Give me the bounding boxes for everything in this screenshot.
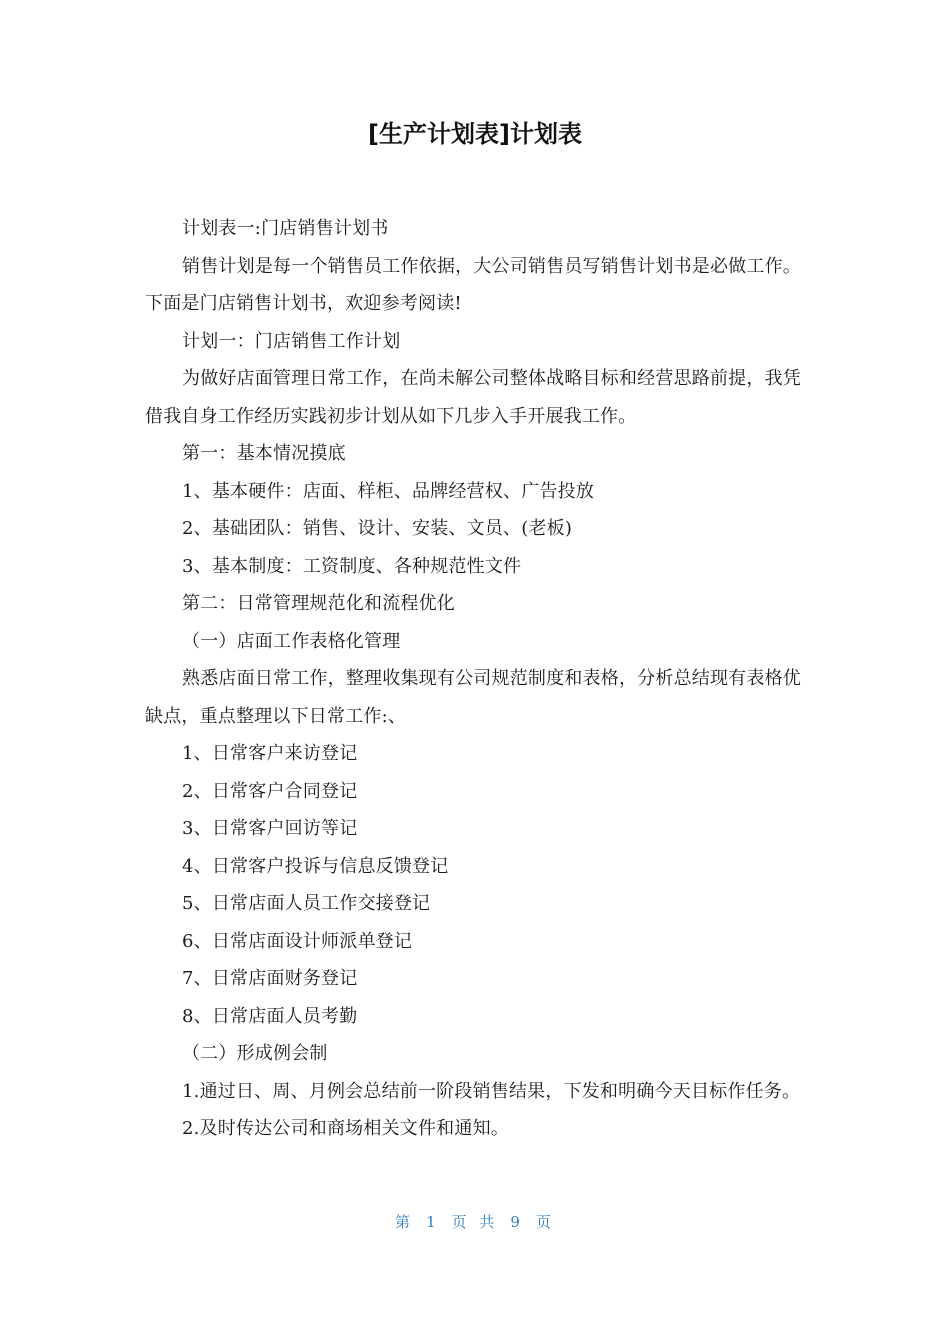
paragraph: 3、基本制度：工资制度、各种规范性文件 <box>182 555 522 577</box>
paragraph: 4、日常客户投诉与信息反馈登记 <box>182 855 449 877</box>
paragraph: 熟悉店面日常工作，整理收集现有公司规范制度和表格，分析总结现有表格优缺点，重点整理以下日常工作:、 <box>145 668 801 727</box>
paragraph: 2.及时传达公司和商场相关文件和通知。 <box>182 1118 509 1139</box>
paragraph: 第二：日常管理规范化和流程优化 <box>182 593 455 614</box>
paragraph: 2、基础团队：销售、设计、安装、文员、(老板) <box>182 518 573 539</box>
paragraph: 销售计划是每一个销售员工作依据，大公司销售员写销售计划书是必做工作。下面是门店销售计划书，欢迎参考阅读! <box>145 255 801 314</box>
page-footer <box>0 1210 950 1234</box>
paragraph: 第一：基本情况摸底 <box>182 443 346 464</box>
document-title: [生产计划表]计划表 <box>368 120 582 148</box>
paragraph: 计划一：门店销售工作计划 <box>182 330 401 352</box>
footer-current-page: 1 <box>426 1213 440 1231</box>
document-body <box>145 210 801 1148</box>
footer-suffix: 页 <box>535 1213 555 1231</box>
paragraph: （二）形成例会制 <box>182 1043 328 1064</box>
paragraph: 5、日常店面人员工作交接登记 <box>182 893 431 914</box>
paragraph: 为做好店面管理日常工作，在尚未解公司整体战略目标和经营思路前提，我凭借我自身工作经历实践初步计划从如下几步入手开展我工作。 <box>145 368 801 427</box>
paragraph: 8、日常店面人员考勤 <box>182 1005 358 1027</box>
paragraph: 6、日常店面设计师派单登记 <box>182 930 413 952</box>
footer-prefix: 第 <box>395 1213 415 1231</box>
paragraph: （一）店面工作表格化管理 <box>182 630 401 652</box>
paragraph: 3、日常客户回访等记 <box>182 818 358 839</box>
footer-middle: 页 共 <box>451 1213 499 1231</box>
paragraph: 2、日常客户合同登记 <box>182 780 358 802</box>
paragraph: 7、日常店面财务登记 <box>182 968 358 989</box>
paragraph: 1.通过日、周、月例会总结前一阶段销售结果，下发和明确今天目标作任务。 <box>182 1080 801 1102</box>
paragraph: 1、基本硬件：店面、样柜、品牌经营权、广告投放 <box>182 480 595 502</box>
paragraph: 计划表一:门店销售计划书 <box>182 218 389 239</box>
paragraph: 1、日常客户来访登记 <box>182 743 358 764</box>
footer-total-pages: 9 <box>510 1213 524 1231</box>
